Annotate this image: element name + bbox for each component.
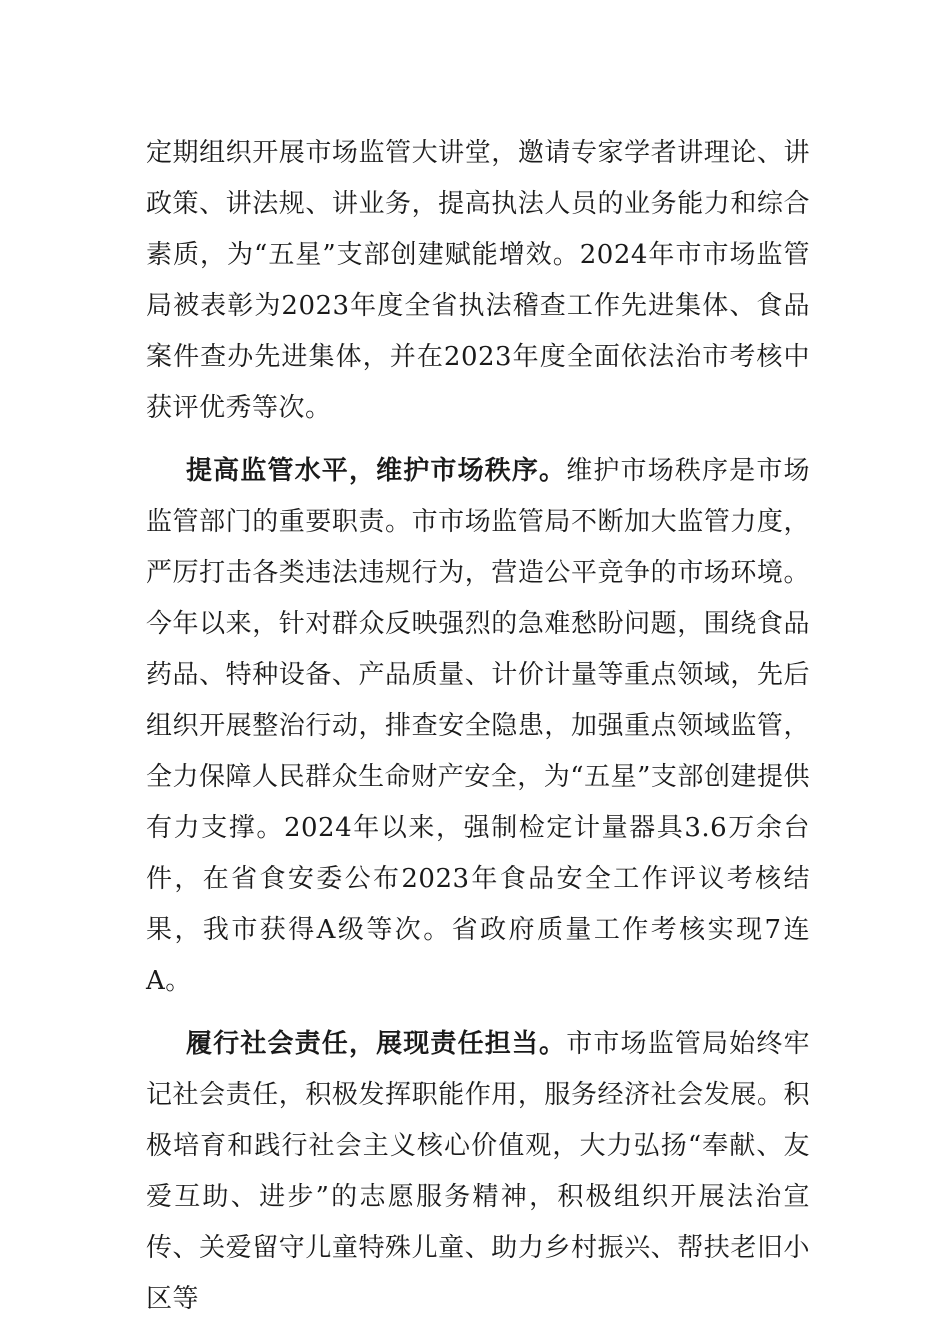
paragraph-1-text: 定期组织开展市场监管大讲堂，邀请专家学者讲理论、讲政策、讲法规、讲业务，提高执法人员的业务能力和综合素质，为“五星”支部创建赋能增效。2024年市市场监管局被表彰为2023年度全省执法稽查工作先进集体、食品案件查办先进集体，并在2023年度全面依法治市考核中获评优秀等次。 (146, 138, 810, 423)
paragraph-3-lead: 履行社会责任，展现责任担当。 (186, 1029, 567, 1059)
document-body (146, 128, 810, 1325)
paragraph-3 (146, 1019, 810, 1325)
paragraph-2-lead: 提高监管水平，维护市场秩序。 (186, 456, 567, 486)
paragraph-3-text: 市市场监管局始终牢记社会责任，积极发挥职能作用，服务经济社会发展。积极培育和践行社会主义核心价值观，大力弘扬“奉献、友爱互助、进步”的志愿服务精神，积极组织开展法治宣传、关爱留守儿童特殊儿童、助力乡村振兴、帮扶老旧小区等 (146, 1029, 810, 1314)
paragraph-1 (146, 128, 810, 434)
paragraph-2-text: 维护市场秩序是市场监管部门的重要职责。市市场监管局不断加大监管力度，严厉打击各类违法违规行为，营造公平竞争的市场环境。今年以来，针对群众反映强烈的急难愁盼问题，围绕食品药品、特种设备、产品质量、计价计量等重点领域，先后组织开展整治行动，排查安全隐患，加强重点领域监管，全力保障人民群众生命财产安全，为“五星”支部创建提供有力支撑。2024年以来，强制检定计量器具3.6万余台件，在省食安委公布2023年食品安全工作评议考核结果，我市获得A级等次。省政府质量工作考核实现7连A。 (146, 456, 810, 996)
paragraph-2 (146, 446, 810, 1007)
